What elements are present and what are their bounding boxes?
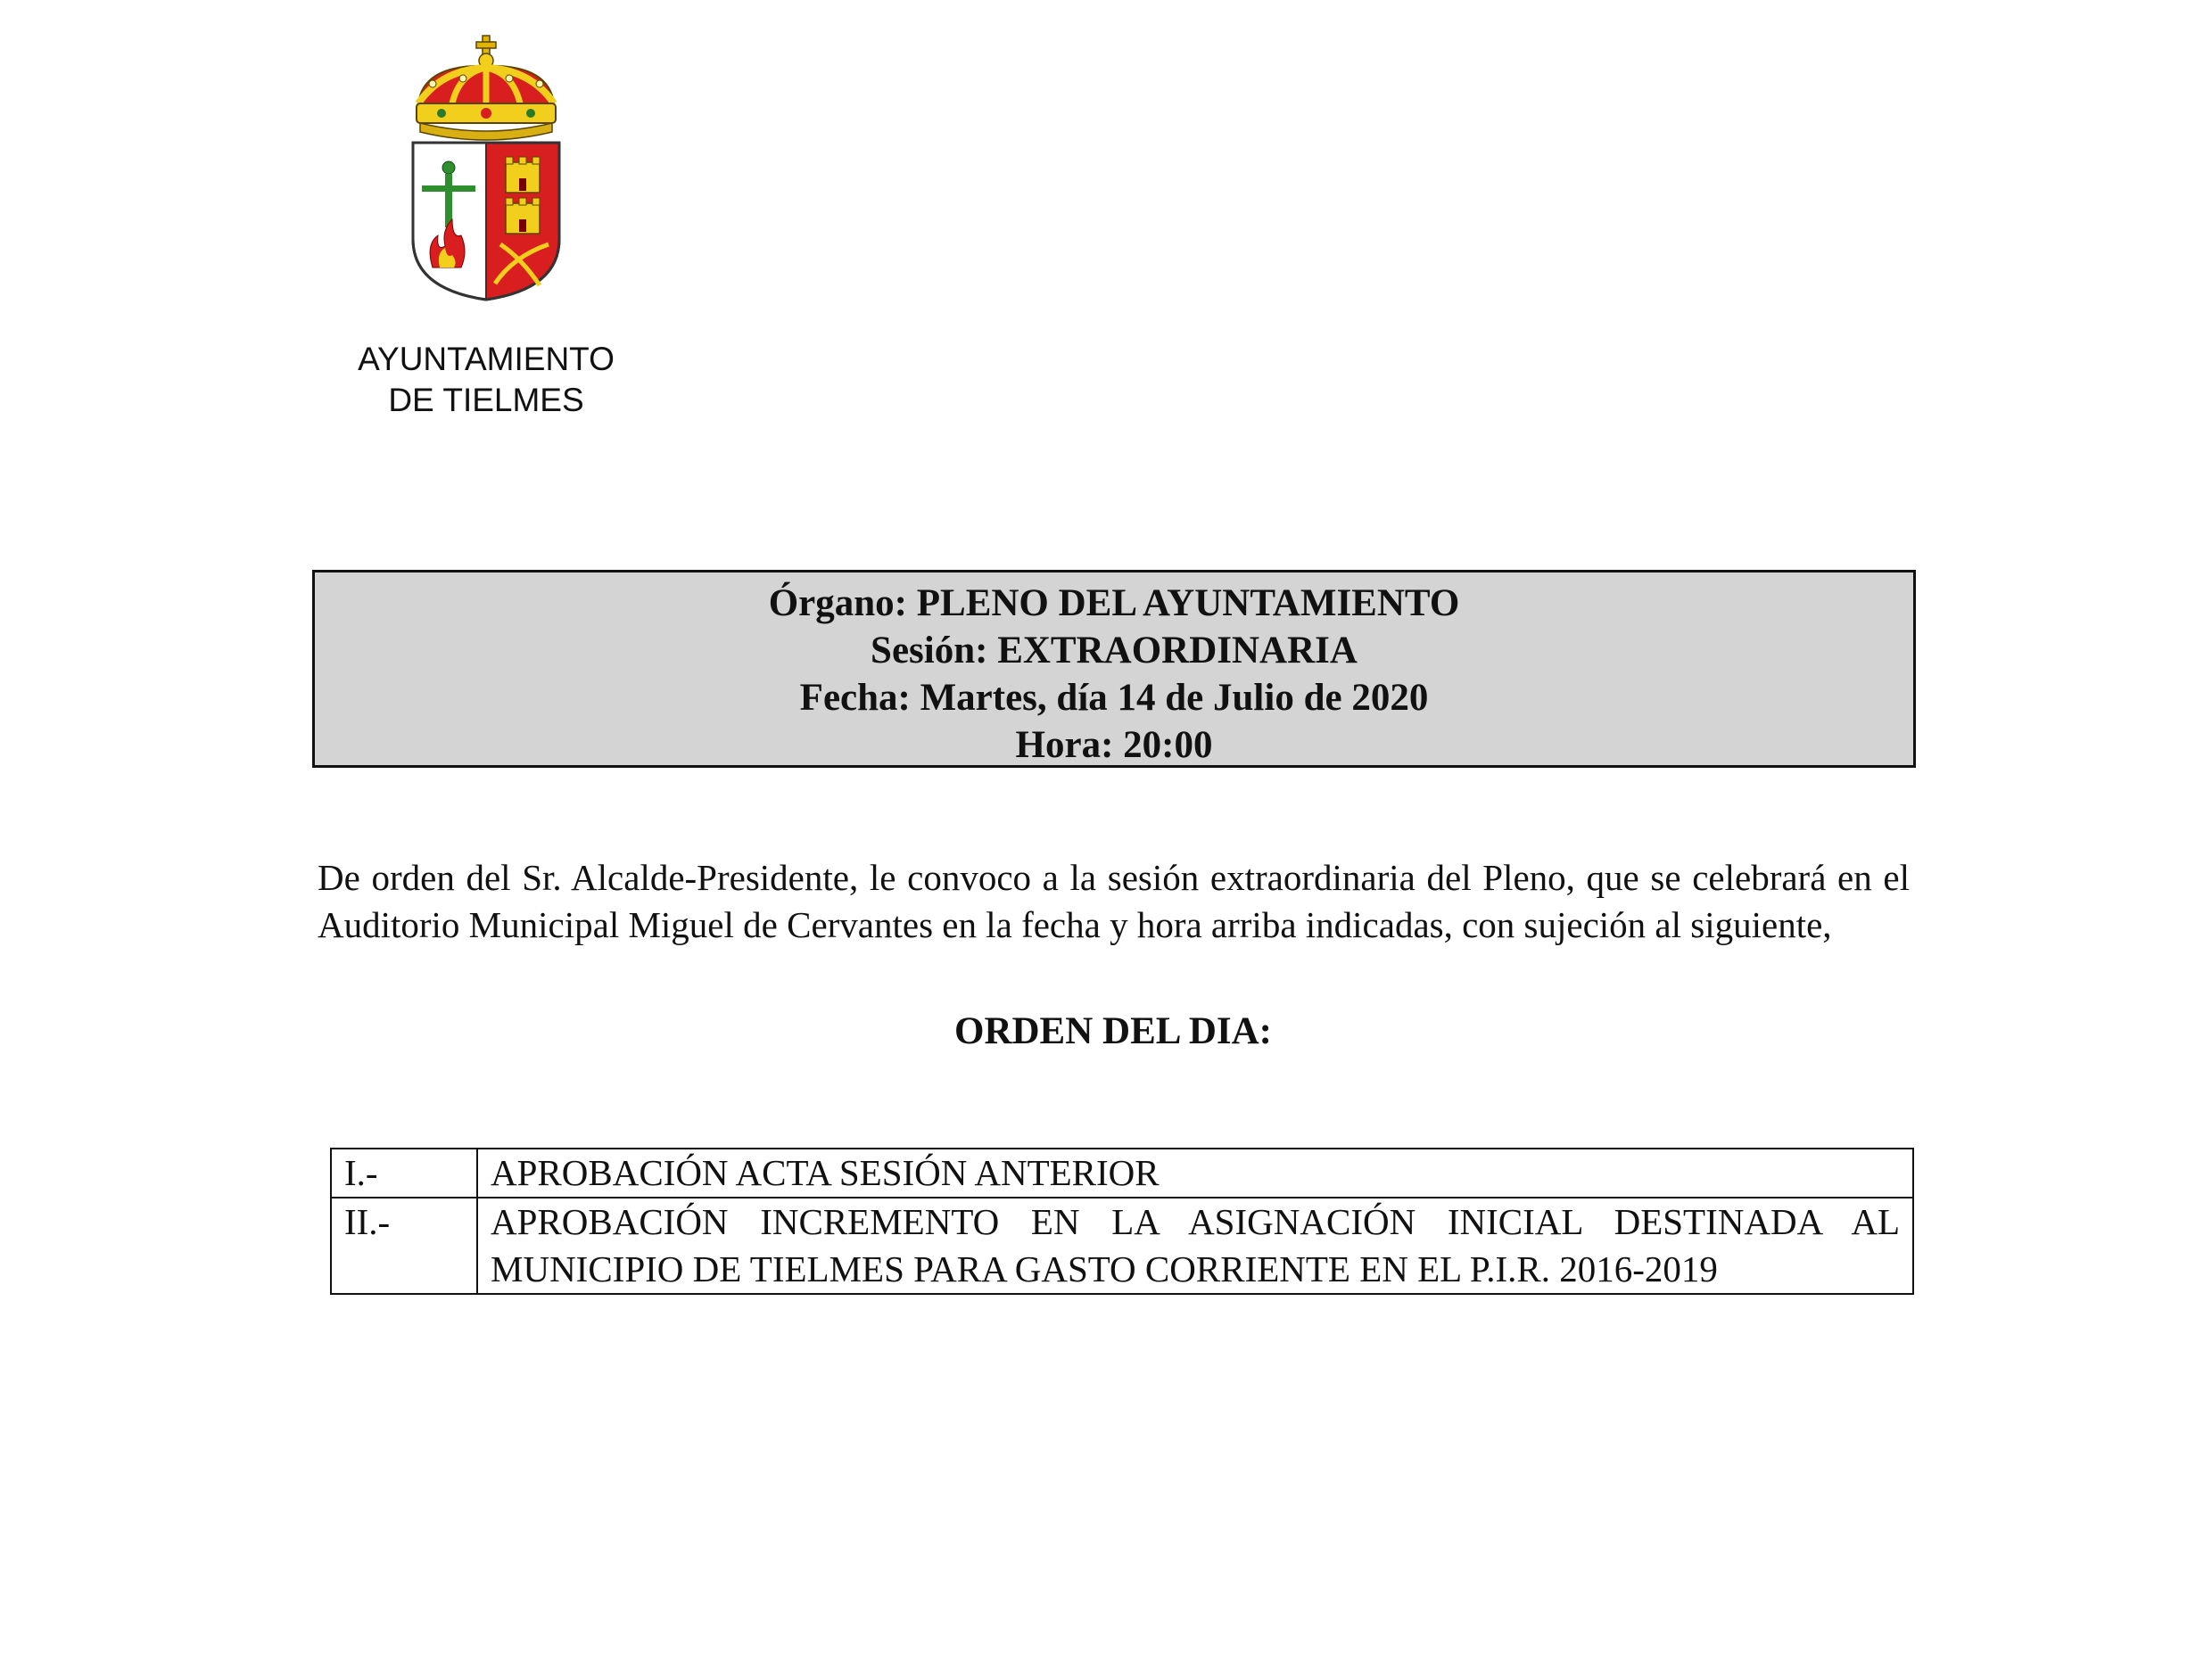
municipality-name-line-2: DE TIELMES	[388, 382, 584, 418]
agenda-title: ORDEN DEL DIA:	[954, 1010, 1272, 1052]
session-type: Sesión: EXTRAORDINARIA	[871, 630, 1358, 671]
municipality-name	[321, 339, 651, 421]
municipality-name-line-1: AYUNTAMIENTO	[358, 341, 615, 377]
agenda-item-number: I.-	[331, 1149, 477, 1198]
session-organo: Órgano: PLENO DEL AYUNTAMIENTO	[768, 582, 1460, 624]
convocation-paragraph: De orden del Sr. Alcalde-Presidente, le convoco a la sesión extraordinaria del Pleno, que se celebrará en el Auditorio Municipal Miguel de Cervantes en la fecha y hora arriba indicadas, con sujeción al siguiente,	[318, 857, 1910, 945]
table-row	[331, 1198, 1913, 1294]
agenda-item-text: APROBACIÓN ACTA SESIÓN ANTERIOR	[477, 1149, 1913, 1198]
coat-of-arms	[406, 34, 566, 301]
session-info-box	[312, 570, 1916, 768]
agenda-item-number: II.-	[331, 1198, 477, 1294]
coat-of-arms-icon	[406, 34, 566, 301]
agenda-item-text: APROBACIÓN INCREMENTO EN LA ASIGNACIÓN INICIAL DESTINADA AL MUNICIPIO DE TIELMES PARA GASTO CORRIENTE EN EL P.I.R. 2016-2019	[477, 1198, 1913, 1294]
session-date: Fecha: Martes, día 14 de Julio de 2020	[799, 677, 1429, 719]
table-row	[331, 1149, 1913, 1198]
session-time: Hora: 20:00	[1015, 724, 1213, 766]
agenda-table	[330, 1148, 1914, 1295]
